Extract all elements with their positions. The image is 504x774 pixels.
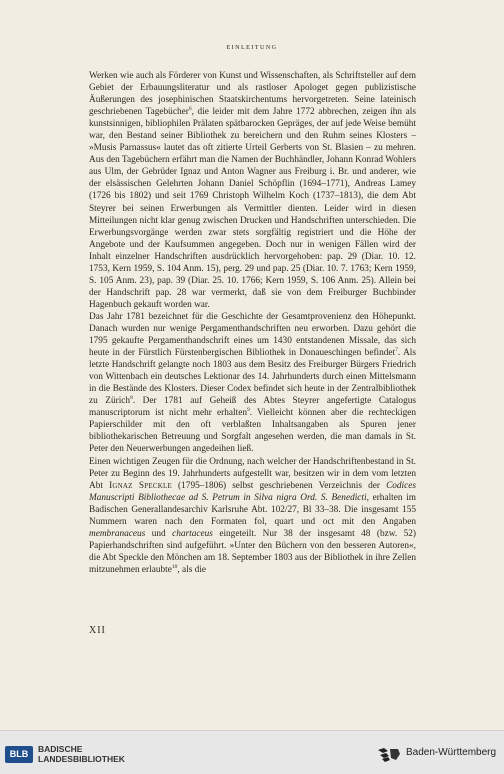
- blb-logo[interactable]: BLB: [5, 746, 33, 763]
- blb-name: BADISCHE LANDESBIBLIOTHEK: [38, 744, 125, 764]
- bw-logo-text[interactable]: Baden-Württemberg: [406, 747, 497, 758]
- footnote-ref-6: 6: [188, 106, 192, 113]
- page-number: XII: [89, 625, 106, 636]
- paragraph-3: Einen wichtigen Zeugen für die Ordnung, nach welcher der Handschriftenbestand in St. Peter zu Beginn des 19. Jahrhunderts aufgestellt war, besitzen wir in dem vom letzten Abt Ignaz Speckle (1795–1806) selbst geschriebenen Verzeichnis der Codices Manuscripti Bibliothecae ad S. Petrum in Silva nigra Ord. S. Benedicti, erhalten im Badischen Generallandesarchiv Karlsruhe Abt. 102/27, Bl 33–38. Die insgesamt 155 Nummern waren nach den Formaten fol, quart und oct mit den Angaben membranaceus und chartaceus eingeteilt. Nur 38 der insgesamt 48 (bzw. 52) Papierhandschriften sind aufgeführt. »Unter den Büchern von den besseren Autoren«, die Abt Speckle den Mönchen am 18. September 1803 aus der Bibliothek in ihre Zellen mitzunehmen erlaubte$^{10}$, als die: [89, 456, 417, 575]
- coat-of-arms-icon: [376, 746, 402, 763]
- paragraph-2: Das Jahr 1781 bezeichnet für die Geschichte der Gesamtprovenienz den Höhepunkt. Danach wurden nur wenige Pergamenthandschriften neu erworben. Dazu gehört die 1795 gekaufte Pergamenthandschrift eines um 1430 entstandenen Missale, das sich heute in der Fürstlich Fürstenbergischen Bibliothek in Donaueschingen befindet$^7$. Als letzte Handschrift gelangte noch 1803 aus dem Besitz des Freiburger Bürgers Friedrich von Wittenbach ein deutsches Lektionar des 14. Jahrhunderts durch einen Mittelsmann in die Bestände des Klosters. Dieser Codex befindet sich heute in der Zentralbibliothek zu Zürich$^8$. Der 1781 auf Geheiß des Abtes Steyrer angefertigte Catalogus manuscriptorum ist nicht mehr erhalten$^9$. Vielleicht können aber die rechteckigen Papierschilder mit den oft verblaßten Inhaltsangaben als Spuren jener bibliothekarischen Betreuung und Sorgfalt angesehen werden, die man damals in St. Peter den Neuerwerbungen angedeihen ließ.: [89, 311, 416, 455]
- running-head: EINLEITUNG: [226, 44, 278, 51]
- footnote-ref-8: 8: [130, 395, 133, 402]
- catalog-title: Codices Manuscripti Bibliothecae ad S. Petrum in Silva nigra Ord. S. Benedicti: [89, 480, 417, 503]
- paragraph-1: Werken wie auch als Förderer von Kunst und Wissenschaften, als Schriftsteller auf dem Gebiet der Erbauungsliteratur und als rastloser Apologet gegen publizistische Äußerungen des josephinischen Staatskirchentums hervorgetreten. Seine lateinisch geschriebenen Tagebücher$^6$, die leider mit dem Jahre 1772 abbrechen, zeigen ihn als kunstsinnigen, bibliophilen Prälaten spätbarocken Gepräges, der auf jede Weise bemüht war, den Bestand seiner Bibliothek zu bereichern und den Ruhm seines Klosters – »Musis Parnassus« lautet das oft zitierte Urteil Gerberts von St. Blasien – zu mehren. Aus den Tagebüchern erfährt man die Namen der Buchhändler, Johann Konrad Wohlers aus Ulm, der Gebrüder Ignaz und Anton Wagner aus Freiburg i. Br. und anderer, wie der elsässischen Gelehrten Johann Daniel Schöpflin (1694–1771), Andreas Lamey (1726 bis 1802) und seit 1769 Christoph Wilhelm Koch (1737–1813), die dem Abt Steyrer bei seinen Erwerbungen als Vermittler dienten. Leider wird in diesen Mitteilungen nicht klar genug zwischen Drucken und Handschriften unterschieden. Die Erwerbungsvorgänge werden zwar stets sorgfältig registriert und die Höhe der Angebote und der Kaufsummen angegeben. Doch nur in wenigen Fällen wird der Inhalt einzelner Handschriften ausdrücklich hervorgehoben: pap. 29 (Diar. 10. 12. 1753, Kern 1959, S. 104 Anm. 15), perg. 29 und pap. 25 (Diar. 10. 7. 1763; Kern 1959, S. 105 Anm. 23), pap. 39 (Diar. 25. 10. 1766; Kern 1959, S. 106 Anm. 25). Allein bei der Handschrift pap. 28 war vermerkt, daß sie von dem Freiburger Buchbinder Hagenbuch gekauft worden war.: [89, 71, 416, 310]
- body-text: [89, 70, 416, 576]
- footnote-ref-10: 10: [171, 563, 178, 570]
- person-name: Ignaz Speckle: [109, 480, 172, 491]
- footnote-ref-9: 9: [246, 407, 250, 414]
- viewer-footer: [0, 730, 504, 774]
- footnote-ref-7: 7: [395, 346, 398, 353]
